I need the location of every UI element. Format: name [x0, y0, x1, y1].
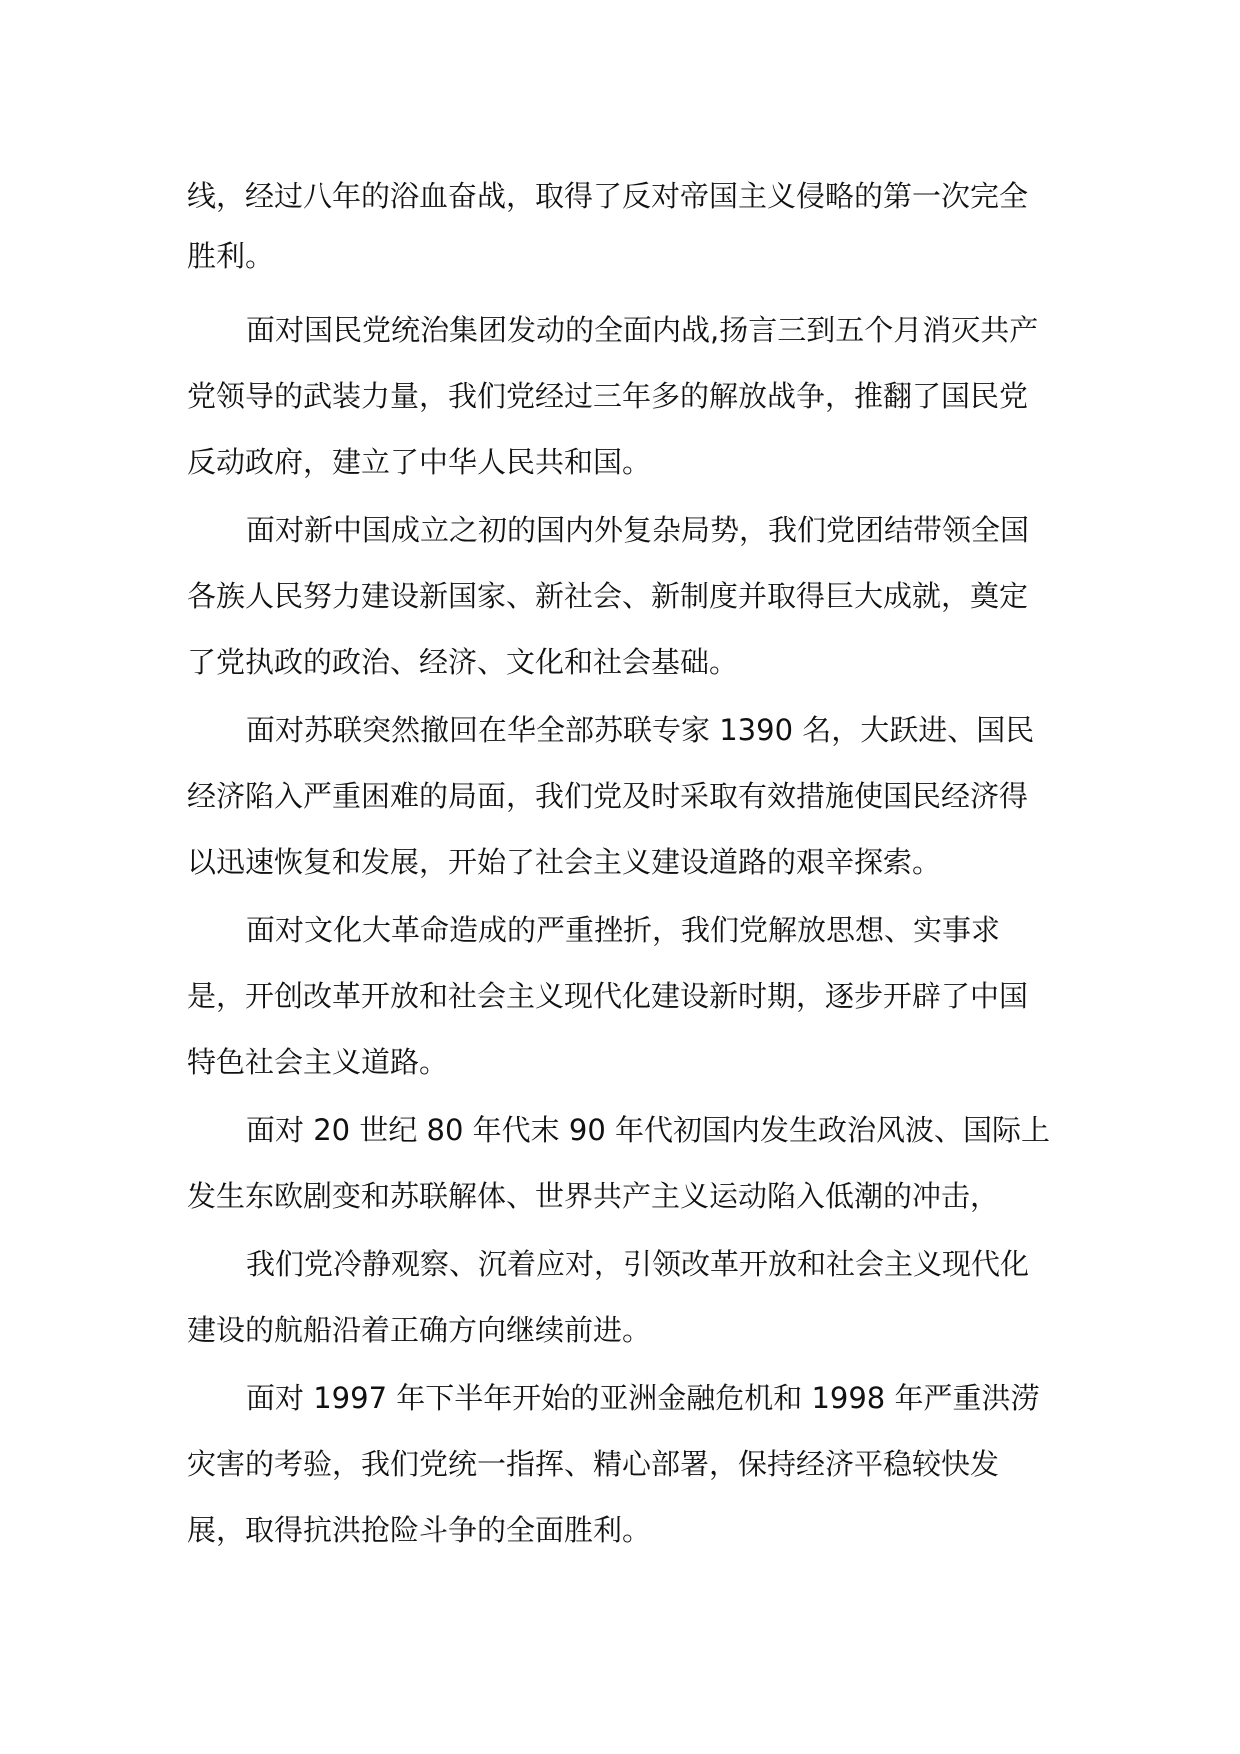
- paragraph-start-line: 面对文化大革命造成的严重挫折，我们党解放思想、实事求: [246, 913, 1001, 947]
- text-line: 是，开创改革开放和社会主义现代化建设新时期，逐步开辟了中国: [187, 979, 1029, 1013]
- text-line: 各族人民努力建设新国家、新社会、新制度并取得巨大成就，奠定: [187, 579, 1029, 613]
- paragraph-start-line: 面对新中国成立之初的国内外复杂局势，我们党团结带领全国: [246, 513, 1030, 547]
- paragraph-start-line: 面对国民党统治集团发动的全面内战,扬言三到五个月消灭共产: [246, 313, 1039, 347]
- paragraph-start-line: 面对苏联突然撤回在华全部苏联专家 1390 名，大跃进、国民: [246, 713, 1035, 747]
- text-line: 建设的航船沿着正确方向继续前进。: [187, 1313, 652, 1347]
- paragraph-start-line: 面对 20 世纪 80 年代末 90 年代初国内发生政治风波、国际上: [246, 1113, 1051, 1147]
- text-line: 线，经过八年的浴血奋战，取得了反对帝国主义侵略的第一次完全: [187, 179, 1029, 213]
- text-line: 特色社会主义道路。: [187, 1045, 449, 1079]
- text-line: 经济陷入严重困难的局面，我们党及时采取有效措施使国民经济得: [187, 779, 1029, 813]
- text-line: 灾害的考验，我们党统一指挥、精心部署，保持经济平稳较快发: [187, 1447, 1000, 1481]
- paragraph-start-line: 面对 1997 年下半年开始的亚洲金融危机和 1998 年严重洪涝: [246, 1381, 1040, 1415]
- text-line: 胜利。: [187, 239, 275, 273]
- text-line: 以迅速恢复和发展，开始了社会主义建设道路的艰辛探索。: [187, 845, 942, 879]
- text-line: 党领导的武装力量，我们党经过三年多的解放战争，推翻了国民党: [187, 379, 1029, 413]
- text-line: 展，取得抗洪抢险斗争的全面胜利。: [187, 1513, 652, 1547]
- text-line: 反动政府，建立了中华人民共和国。: [187, 445, 652, 479]
- text-line: 发生东欧剧变和苏联解体、世界共产主义运动陷入低潮的冲击，: [187, 1179, 1000, 1213]
- text-line: 了党执政的政治、经济、文化和社会基础。: [187, 645, 739, 679]
- paragraph-start-line: 我们党冷静观察、沉着应对，引领改革开放和社会主义现代化: [246, 1247, 1030, 1281]
